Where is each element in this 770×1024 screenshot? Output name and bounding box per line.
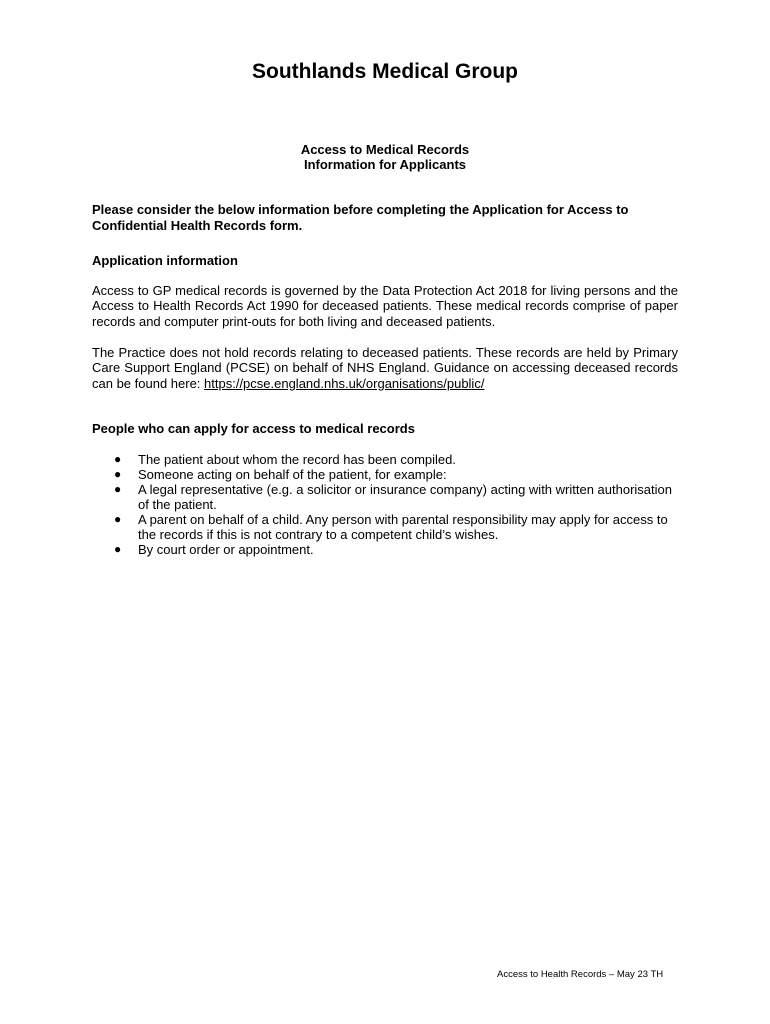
bullet-icon: ●: [114, 466, 122, 481]
organisation-title: Southlands Medical Group: [251, 60, 519, 83]
pcse-link[interactable]: https://pcse.england.nhs.uk/organisations/public/: [204, 375, 485, 391]
document-heading: [0, 142, 770, 172]
bullet-icon: ●: [114, 541, 122, 556]
application-info-paragraph-1: Access to GP medical records is governed by the Data Protection Act 2018 for living persons and the Access to Health Records Act 1990 for deceased patients. These medical records comprise of paper records and computer print-outs for both living and deceased patients.: [92, 282, 678, 329]
document-title-line-2: Information for Applicants: [303, 157, 467, 172]
bullet-icon: ●: [114, 451, 122, 466]
who-can-apply-heading: People who can apply for access to medical records: [92, 421, 415, 437]
intro-notice: Please consider the below information before completing the Application for Access to Confidential Health Records form.: [92, 202, 629, 233]
list-item: ● By court order or appointment.: [114, 541, 314, 557]
list-item: ● The patient about whom the record has been compiled.: [114, 451, 456, 467]
bullet-icon: ●: [114, 481, 122, 496]
application-info-heading: Application information: [92, 253, 238, 269]
applicant-list: [92, 452, 678, 557]
document-body: [92, 202, 678, 557]
page-footer: Access to Health Records – May 23 TH: [497, 969, 664, 980]
list-item: ● A legal representative (e.g. a solicitor or insurance company) acting with written authorisation of the patient.: [114, 481, 672, 512]
list-item: ● Someone acting on behalf of the patient, for example:: [114, 466, 447, 482]
list-item: ● A parent on behalf of a child. Any person with parental responsibility may apply for access to the records if this is not contrary to a competent child’s wishes.: [114, 511, 668, 542]
paragraph-2-text: The Practice does not hold records relating to deceased patients. These records are held by Primary Care Support England (PCSE) on behalf of NHS England. Guidance on accessing deceased records can be found here:: [92, 344, 678, 391]
application-info-paragraph-2: [92, 345, 678, 392]
bullet-icon: ●: [114, 511, 122, 526]
document-title-line-1: Access to Medical Records: [300, 142, 470, 157]
